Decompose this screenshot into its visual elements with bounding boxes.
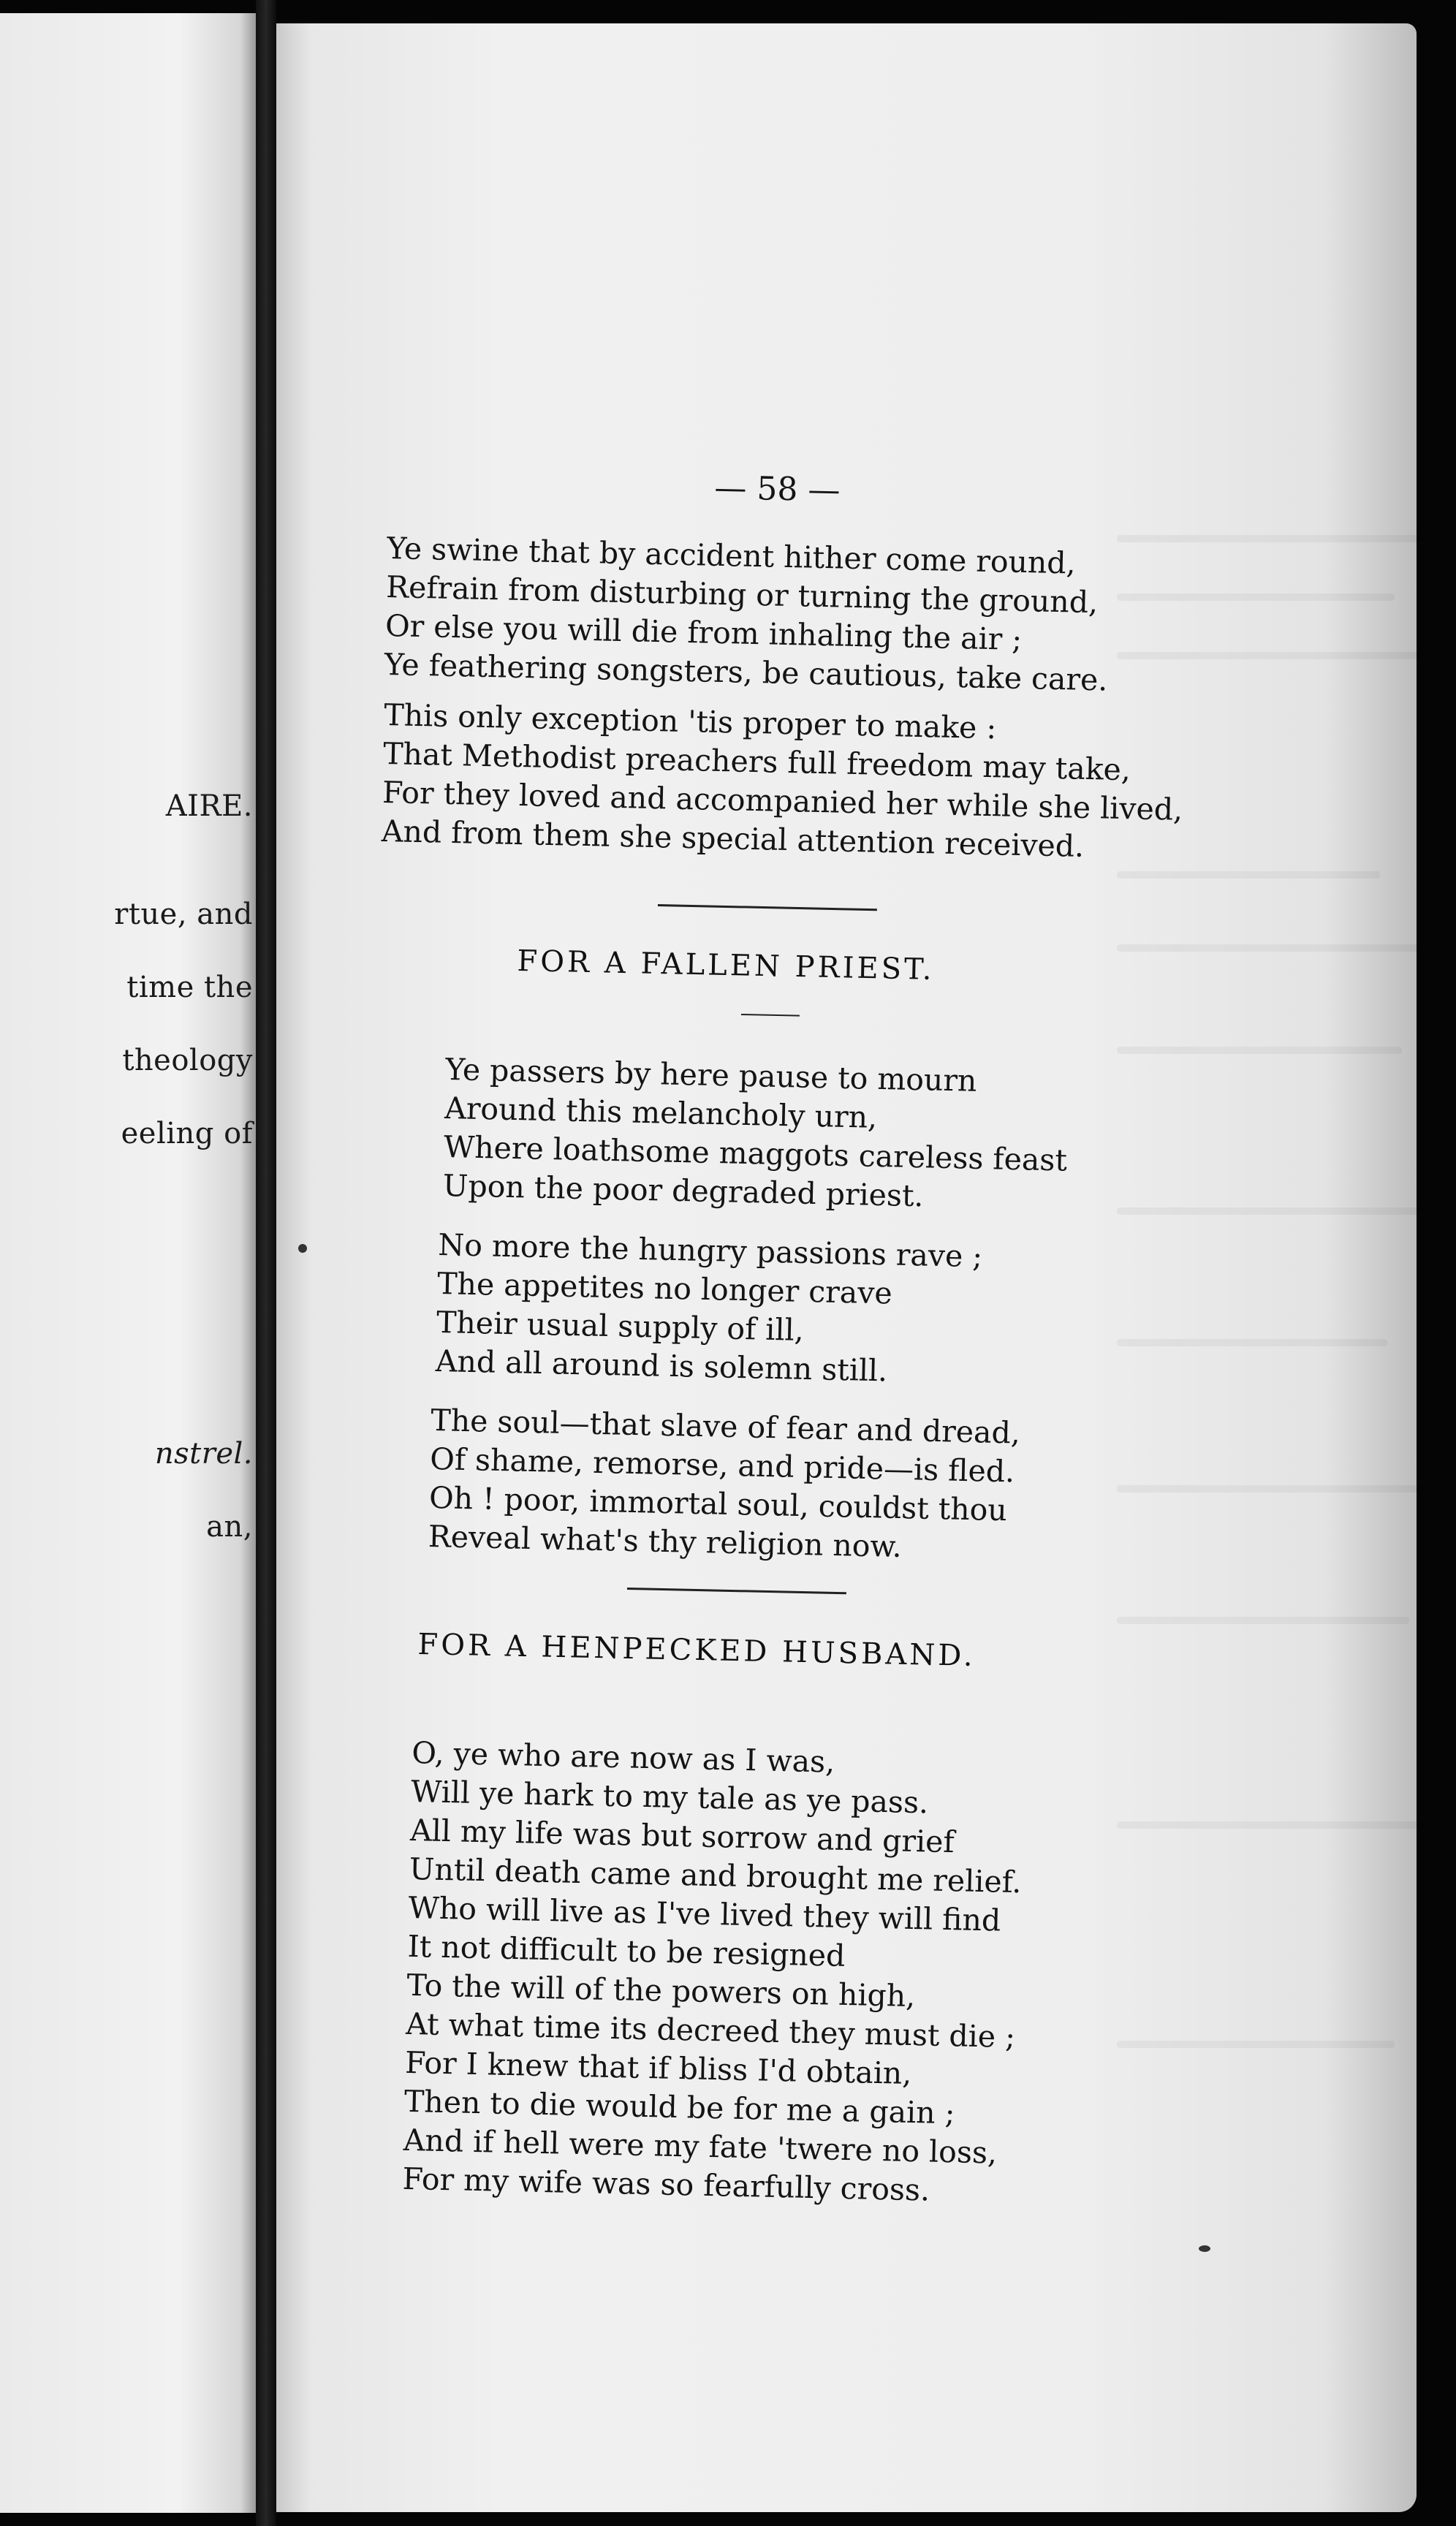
bleed-through [1117,593,1395,601]
bleed-through [1117,1617,1409,1624]
bleed-through [1117,652,1424,659]
verse-line: Oh ! poor, immortal soul, couldst thou [428,1479,1008,1528]
verse-line: For my wife was so fearfully cross. [402,2161,930,2208]
bleed-through [1117,1047,1402,1054]
verse-line: No more the hungry passions rave ; [437,1226,983,1275]
stanza [442,1050,1069,1219]
stanza [384,529,1110,700]
verse-line: This only exception 'tis proper to make : [383,697,997,746]
poem-title: FOR A FALLEN PRIEST. [517,944,936,987]
bleed-through [1117,871,1380,879]
bleed-through [1117,2041,1395,2048]
verse-line: All my life was but sorrow and grief [409,1812,955,1860]
verse-line: The appetites no longer crave [436,1265,893,1311]
left-page-fragment: eeling of [121,1117,253,1150]
verse-line: And all around is solemn still. [435,1343,888,1389]
left-page-fragment: theology [122,1044,253,1077]
verse-line: For they loved and accompanied her while she lived, [382,774,1183,827]
verse-line: For I knew that if bliss I'd obtain, [404,2044,912,2092]
verse-line: Ye feathering songsters, be cautious, take care. [384,646,1108,698]
verse-line: Then to die would be for me a gain ; [403,2083,955,2131]
verse-line: Refrain from disturbing or turning the ground, [385,569,1099,621]
verse-line: Where loathsome maggots careless feast [443,1129,1068,1178]
verse-line: Around this melancholy urn, [444,1090,878,1135]
verse-line: O, ye who are now as I was, [411,1734,835,1780]
verse-line: Upon the poor degraded priest. [442,1167,925,1214]
verse-line: And from them she special attention received. [381,813,1085,864]
verse-line: Until death came and brought me relief. [409,1851,1022,1900]
left-page-fragment: AIRE. [165,789,253,823]
verse-line: Of shame, remorse, and pride—is fled. [429,1441,1015,1490]
bleed-through [1117,1485,1424,1493]
bleed-through [1117,1821,1424,1829]
verse-line: Who will live as I've lived they will find [408,1889,1001,1938]
page-number: — 58 — [713,469,841,509]
bleed-through [1117,944,1424,952]
right-page [276,23,1417,2512]
bleed-through [1117,535,1424,542]
verse-line: Ye swine that by accident hither come round, [386,530,1077,581]
left-page-fragment: rtue, and [114,898,253,931]
left-facing-page [0,13,256,2513]
verse-line: Or else you will die from inhaling the air ; [384,607,1023,657]
bleed-through [1117,1207,1424,1215]
verse-line: Will ye hark to my tale as ye pass. [410,1773,929,1821]
print-speck [298,1244,307,1253]
verse-line: At what time its decreed they must die ; [405,2006,1016,2055]
verse-line: It not difficult to be resigned [407,1928,846,1973]
title-underline [741,1014,800,1017]
section-divider [627,1588,846,1594]
left-page-fragment: an, [206,1510,253,1544]
verse-line: Their usual supply of ill, [436,1304,805,1348]
section-divider [658,904,877,911]
verse-line: Ye passers by here pause to mourn [444,1051,977,1099]
verse-line: That Methodist preachers full freedom may take, [382,735,1131,788]
book-gutter [256,0,276,2526]
print-speck [1199,2245,1210,2252]
verse-line: And if hell were my fate 'twere no loss, [403,2122,998,2171]
left-page-fragment: time the [126,971,253,1004]
verse-line: The soul—that slave of fear and dread, [430,1402,1021,1451]
verse-line: Reveal what's thy religion now. [428,1518,903,1565]
stanza [428,1401,1020,1569]
stanza [402,1734,1024,2212]
left-page-fragment: nstrel. [154,1437,253,1471]
stanza [381,696,1185,868]
bleed-through [1117,1339,1387,1346]
stanza [435,1226,982,1392]
verse-line: To the will of the powers on high, [406,1967,916,2014]
poem-title: FOR A HENPECKED HUSBAND. [417,1628,977,1673]
